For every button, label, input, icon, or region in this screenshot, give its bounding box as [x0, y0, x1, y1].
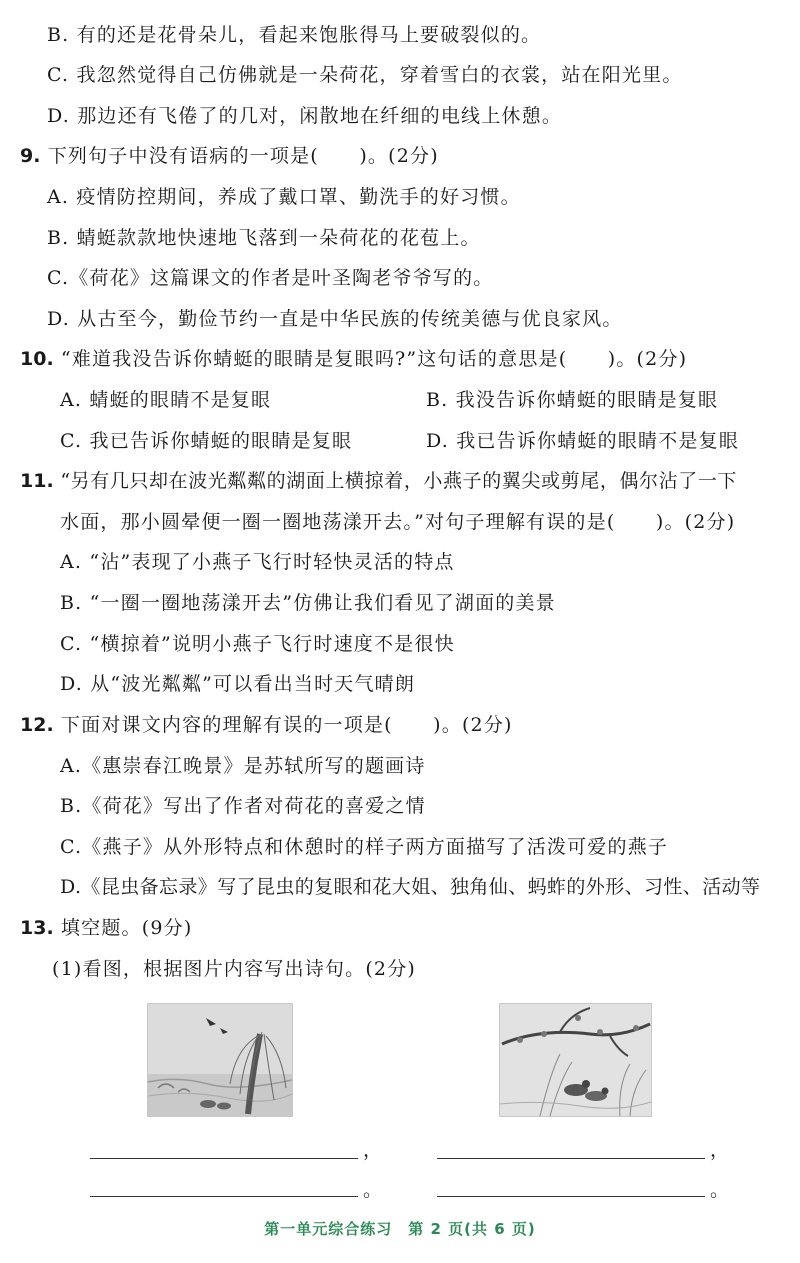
- question-stem: 下列句子中没有语病的一项是( )。(2分): [47, 145, 439, 167]
- question-number: 12.: [20, 714, 54, 736]
- blank-comma: ，: [710, 1139, 730, 1161]
- page-footer: 第一单元综合练习 第 2 页(共 6 页): [264, 1220, 536, 1238]
- q10-stem-line: [20, 346, 687, 372]
- q10-option-b: B. 我没告诉你蜻蜓的眼睛是复眼: [426, 389, 719, 411]
- question-number: 9.: [20, 145, 41, 167]
- q11-option-d: D. 从“波光粼粼”可以看出当时天气晴朗: [60, 673, 416, 695]
- willow-swallow-illustration: [147, 1003, 293, 1117]
- q12-option-d: D.《昆虫备忘录》写了昆虫的复眼和花大姐、独角仙、蚂蚱的外形、习性、活动等: [60, 876, 761, 898]
- answer-blank-4[interactable]: [437, 1196, 705, 1197]
- q9-option-a: A. 疫情防控期间，养成了戴口罩、勤洗手的好习惯。: [47, 186, 521, 208]
- question-number: 13.: [20, 917, 54, 939]
- q11-option-b: B. “一圈一圈地荡漾开去”仿佛让我们看见了湖面的美景: [60, 592, 556, 614]
- q11-stem-line-1: [20, 468, 737, 494]
- q10-option-d: D. 我已告诉你蜻蜓的眼睛不是复眼: [426, 430, 740, 452]
- q8-option-d: D. 那边还有飞倦了的几对，闲散地在纤细的电线上休憩。: [47, 105, 563, 127]
- question-stem: 填空题。(9分): [60, 917, 193, 939]
- q13-stem-line: [20, 915, 192, 941]
- question-number: 11.: [20, 470, 54, 492]
- willow-river-image: [148, 1004, 292, 1116]
- q8-option-b: B. 有的还是花骨朵儿，看起来饱胀得马上要破裂似的。: [47, 24, 542, 46]
- q13-subquestion-1: (1)看图，根据图片内容写出诗句。(2分): [52, 958, 417, 980]
- q10-option-a: A. 蜻蜓的眼睛不是复眼: [60, 389, 272, 411]
- q9-option-d: D. 从古至今，勤俭节约一直是中华民族的传统美德与优良家风。: [47, 308, 623, 330]
- question-number: 10.: [20, 348, 54, 370]
- question-stem: “另有几只却在波光粼粼的湖面上横掠着，小燕子的翼尖或剪尾，偶尔沾了一下: [60, 470, 738, 492]
- blank-period: 。: [710, 1179, 730, 1201]
- q12-option-c: C.《燕子》从外形特点和休憩时的样子两方面描写了活泼可爱的燕子: [60, 836, 669, 858]
- question-stem: 下面对课文内容的理解有误的一项是( )。(2分): [60, 714, 513, 736]
- q12-option-a: A.《惠崇春江晚景》是苏轼所写的题画诗: [60, 755, 426, 777]
- q12-option-b: B.《荷花》写出了作者对荷花的喜爱之情: [60, 795, 426, 817]
- q9-option-b: B. 蜻蜓款款地快速地飞落到一朵荷花的花苞上。: [47, 227, 481, 249]
- q9-stem-line: [20, 143, 439, 169]
- q12-stem-line: [20, 712, 513, 738]
- q11-option-a: A. “沾”表现了小燕子飞行时轻快灵活的特点: [60, 551, 455, 573]
- blank-period: 。: [363, 1179, 383, 1201]
- question-stem: “难道我没告诉你蜻蜓的眼睛是复眼吗?”这句话的意思是( )。(2分): [60, 348, 688, 370]
- answer-blank-2[interactable]: [90, 1196, 358, 1197]
- answer-blank-3[interactable]: [437, 1158, 705, 1159]
- q9-option-c: C.《荷花》这篇课文的作者是叶圣陶老爷爷写的。: [47, 267, 494, 289]
- plum-duck-illustration: [499, 1003, 652, 1117]
- q11-stem-line-2: 水面，那小圆晕便一圈一圈地荡漾开去。”对句子理解有误的是( )。(2分): [60, 511, 736, 533]
- plum-branch-image: [500, 1004, 651, 1116]
- q8-option-c: C. 我忽然觉得自己仿佛就是一朵荷花，穿着雪白的衣裳，站在阳光里。: [47, 64, 683, 86]
- answer-blank-1[interactable]: [90, 1158, 358, 1159]
- q11-option-c: C. “横掠着”说明小燕子飞行时速度不是很快: [60, 633, 455, 655]
- blank-comma: ，: [363, 1139, 383, 1161]
- q10-option-c: C. 我已告诉你蜻蜓的眼睛是复眼: [60, 430, 353, 452]
